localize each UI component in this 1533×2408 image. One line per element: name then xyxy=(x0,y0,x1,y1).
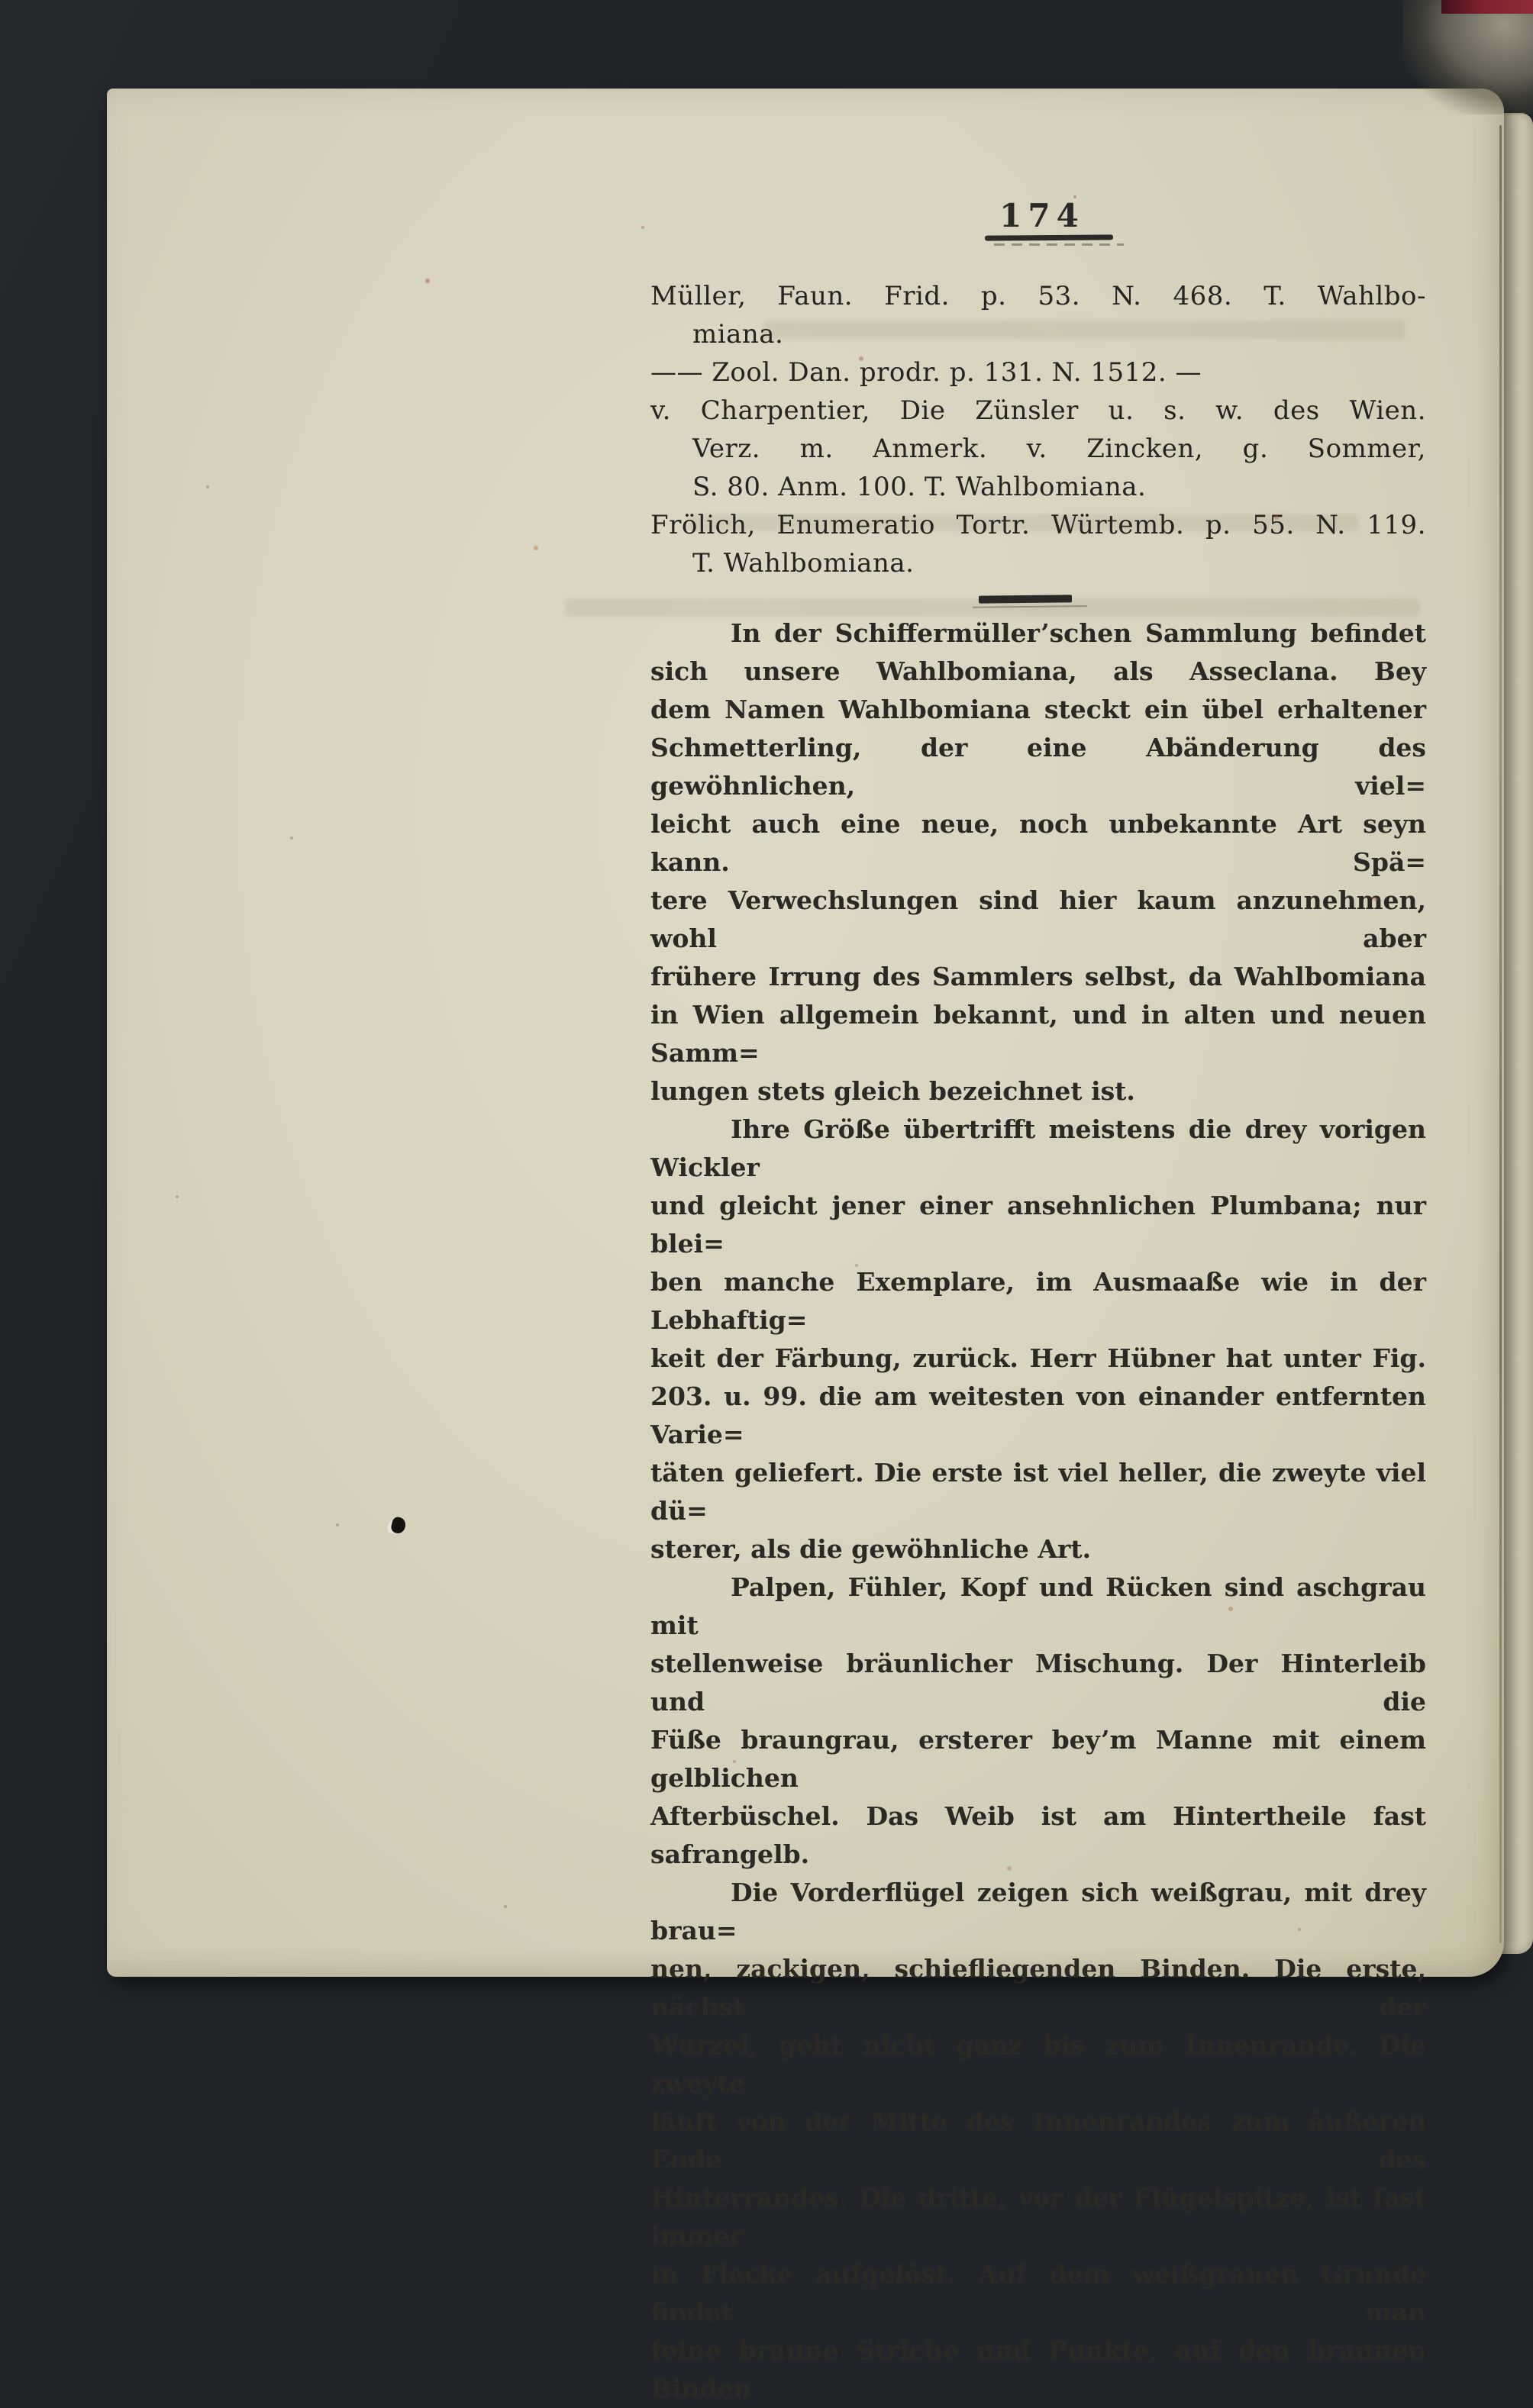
text-line: S. 80. Anm. 100. T. Wahlbomiana. xyxy=(692,472,1147,502)
book-page xyxy=(107,89,1504,2403)
text-line: Palpen, Fühler, Kopf und Rücken sind aschgrau mit xyxy=(650,1572,1426,1640)
page-crease xyxy=(1499,125,1502,1943)
text-line: täten geliefert. Die erste ist viel heller, die zweyte viel dü= xyxy=(650,1458,1426,1526)
text-line: dem Namen Wahlbomiana steckt ein übel erhaltener xyxy=(650,695,1426,724)
paragraph xyxy=(650,1874,1426,2408)
text-line: stellenweise bräunlicher Mischung. Der Hinterleib und die xyxy=(650,1649,1426,1717)
binding-red-edge xyxy=(1441,0,1533,14)
text-line: Ihre Größe übertrifft meistens die drey vorigen Wickler xyxy=(650,1114,1426,1182)
text-line: nen, zackigen, schiefliegenden Binden. Die erste, nächst der xyxy=(650,1954,1426,2022)
fore-edge-smudge xyxy=(1403,0,1533,114)
text-line: läuft von der Mitte des Innenrandes zum äußeren Ende des xyxy=(650,2107,1426,2174)
paper-speckles xyxy=(107,89,110,92)
text-line: tere Verwechslungen sind hier kaum anzunehmen, wohl aber xyxy=(650,885,1426,953)
text-line: und gleicht jener einer ansehnlichen Plumbana; nur blei= xyxy=(650,1191,1426,1259)
paragraph xyxy=(650,1111,1426,1568)
text-line: In der Schiffermüller’schen Sammlung befindet xyxy=(731,618,1426,648)
text-line: miana. xyxy=(692,319,784,350)
text-line: v. Charpentier, Die Zünsler u. s. w. des Wien. xyxy=(650,395,1426,426)
reference-entry xyxy=(650,392,1426,506)
paragraph xyxy=(650,614,1426,1111)
references-block xyxy=(650,277,1426,582)
page-number-rule-shadow xyxy=(994,243,1124,246)
ink-blot xyxy=(390,1516,408,1535)
text-line: frühere Irrung des Sammlers selbst, da Wahlbomiana xyxy=(650,962,1426,991)
section-divider xyxy=(979,595,1072,603)
text-line: sich unsere Wahlbomiana, als Asseclana. Bey xyxy=(650,656,1426,686)
text-line: 203. u. 99. die am weitesten von einander entfernten Varie= xyxy=(650,1381,1426,1449)
text-line: ben manche Exemplare, im Ausmaaße wie in der Lebhaftig= xyxy=(650,1267,1426,1335)
text-line: Füße braungrau, ersterer bey’m Manne mit einem gelblichen xyxy=(650,1725,1426,1793)
text-line: keit der Färbung, zurück. Herr Hübner hat unter Fig. xyxy=(650,1343,1426,1373)
text-line: in Flecke aufgelöst. Auf dem weißgrauen Grunde findet man xyxy=(650,2259,1426,2327)
text-line: sterer, als die gewöhnliche Art. xyxy=(650,1534,1092,1564)
text-line: leicht auch eine neue, noch unbekannte Art seyn kann. Spä= xyxy=(650,809,1426,877)
text-line: Frölich, Enumeratio Tortr. Würtemb. p. 55. N. 119. xyxy=(650,510,1426,540)
text-line: Wurzel, geht nicht ganz bis zum Innenrande. Die zweyte xyxy=(650,2030,1426,2098)
text-line: Verz. m. Anmerk. v. Zincken, g. Sommer, xyxy=(692,434,1426,464)
text-line: Müller, Faun. Frid. p. 53. N. 468. T. Wahlbo- xyxy=(650,281,1426,311)
reference-entry xyxy=(650,506,1426,582)
text-line: —— Zool. Dan. prodr. p. 131. N. 1512. — xyxy=(650,357,1202,388)
text-line: lungen stets gleich bezeichnet ist. xyxy=(650,1076,1135,1106)
text-line: in Wien allgemein bekannt, und in alten und neuen Samm= xyxy=(650,1000,1426,1068)
text-line: T. Wahlbomiana. xyxy=(692,548,915,579)
text-line: Afterbüschel. Das Weib ist am Hintertheile fast safrangelb. xyxy=(650,1801,1426,1869)
text-line: feine braune Striche und Punkte, auf den braunen Binden xyxy=(650,2335,1426,2403)
text-line: Schmetterling, der eine Abänderung des gewöhnlichen, viel= xyxy=(650,733,1426,801)
page-number: 174 xyxy=(999,197,1085,234)
text-line: Die Vorderflügel zeigen sich weißgrau, mit drey brau= xyxy=(650,1878,1426,1945)
body-text-block xyxy=(650,614,1426,2408)
reference-entry xyxy=(650,277,1426,353)
reference-entry xyxy=(650,353,1426,392)
paragraph xyxy=(650,1568,1426,1874)
text-line: Hinterrandes. Die dritte, vor der Flügelspitze, ist fast immer xyxy=(650,2183,1426,2251)
page-number-rule xyxy=(985,234,1113,240)
